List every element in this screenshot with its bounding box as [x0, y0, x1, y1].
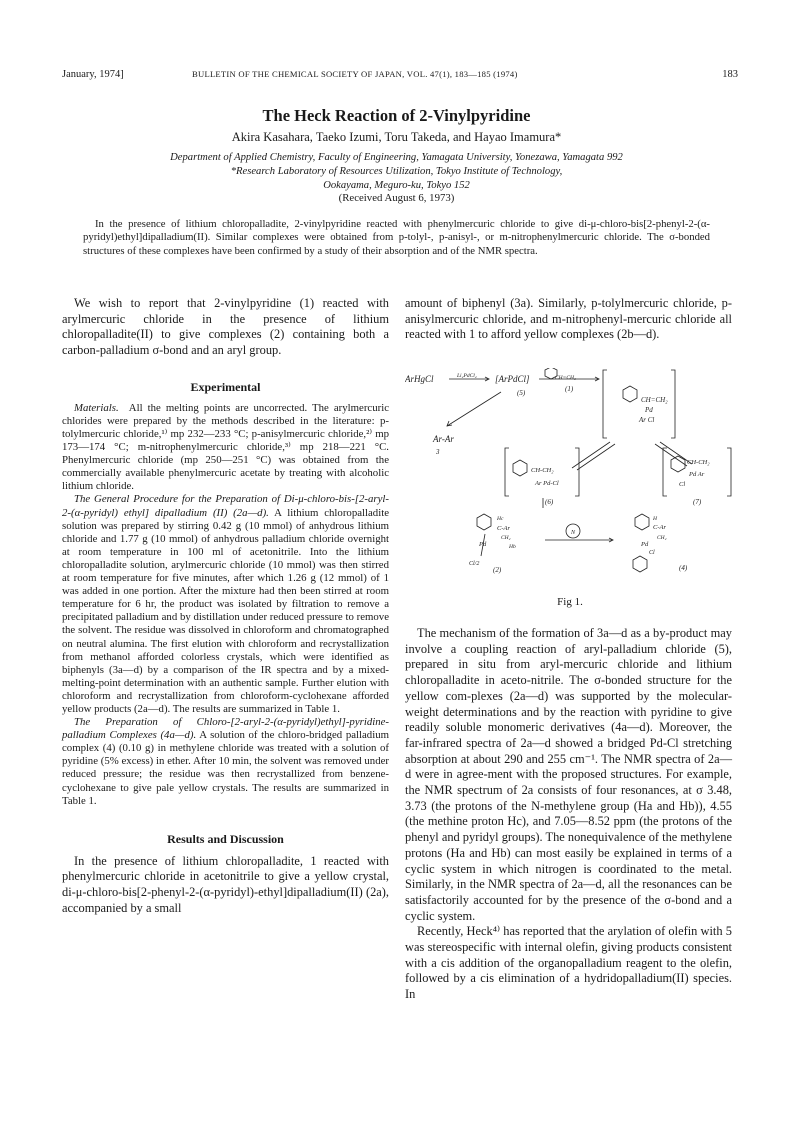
heck-paragraph: Recently, Heck⁴⁾ has reported that the arylation of olefin with 5 was stereospecific with internal olefin, giving products consistent with a cis addition of the organopalladium reagent to the olefin, followed by a cis elimination of a hydridopalladium(II) species. In [405, 924, 732, 1002]
bracket-upper-right [671, 370, 675, 438]
arrow-to-biaryl [447, 392, 501, 426]
left-column [62, 296, 389, 917]
affiliation-1: Department of Applied Chemistry, Faculty of Engineering, Yamagata University, Yonezawa, Yamagata 992 [170, 152, 623, 163]
page-number: 183 [722, 69, 738, 80]
arar-label: Ar-Ar [433, 434, 454, 444]
bracket-7-right [727, 448, 731, 496]
pd-7: Pd [689, 471, 697, 478]
reaction-scheme-figure [405, 368, 735, 616]
author-list: Akira Kasahara, Taeko Izumi, Toru Takeda, and Hayao Imamura* [231, 130, 562, 144]
ar-6: Ar [535, 480, 542, 487]
prep2-label: The Preparation of Chloro-[2-aryl-2-(α-pyridyl)ethyl]-pyridine-palladium Complexes (4a—d). [62, 716, 389, 742]
bracket-7-left [663, 448, 667, 496]
ch-ch2-6: CH-CH₂ [531, 467, 554, 474]
running-header [62, 69, 738, 83]
c-ar-2: C-Ar [497, 525, 510, 532]
reagent-label: Li₂PdCl₄ [457, 373, 477, 379]
label-3: 3 [436, 448, 440, 456]
mechanism-paragraph: The mechanism of the formation of 3a—d as a by-product may involve a coupling reaction of aryl-palladium chloride (5), prepared in situ from aryl-mercuric chloride and lithium chloropalladite in aceto-nitrile. The σ-bonded structure for the yellow com-plexes (2a—d) was supported by the molecular-weight determinations and by the reaction with pyridine to give readily soluble monomeric derivatives (4a—d). Moreover, the far-infrared spectra of 2a—d showed a bridged Pd-Cl stretching absorption at about 290 and 255 cm⁻¹. The NMR spectra of 2a—d were in agree-ment with the proposed structures. For example, the NMR spectrum of 2a consists of four resonances, at σ 3.48, 3.73 (the protons of the N-methylene group (Ha and Hb)), 4.55 (the methine proton Hc), and 7.05—8.52 ppm (the protons of the phenyl and pyridyl groups). The nonequivalence of the methylene protons (Ha and Hb) can most easily be explained in terms of a cyclic system in which nitrogen is coordinated to the metal. Similarly, in the NMR spectra of 2a—d, all the resonances can be satisfactorily accounted for by the presence of the σ-bond and a cyclic system. [405, 626, 732, 923]
materials-label: Materials. [74, 401, 119, 414]
experimental-heading: Experimental [190, 379, 261, 394]
ar-cl-upper [638, 416, 654, 424]
pyridine-ring-2 [477, 514, 491, 530]
pyridine-ring-6 [513, 460, 527, 476]
results-heading: Results and Discussion [167, 831, 284, 846]
ch-ch2-upper: CH=CH₂ [641, 396, 668, 404]
ch2-2: CH₂ [501, 535, 511, 541]
pd-4: Pd [641, 541, 649, 548]
continued-paragraph: amount of biphenyl (3a). Similarly, p-tolylmercuric chloride, p-anisylmercuric chloride, and m-nitrophenyl-mercuric chloride all reacted with 1 to afford yellow complexes (2b—d). [405, 296, 732, 342]
affiliation-2: *Research Laboratory of Resources Utilization, Tokyo Institute of Technology, [230, 166, 563, 177]
abstract: In the presence of lithium chloropalladite, 2-vinylpyridine reacted with phenylmercuric chloride to give di-μ-chloro-bis[2-phenyl-2-(α-pyridyl)ethyl]dipalladium(II). Similar complexes were obtained from p-tolyl-, p-anisyl-, or m-nitrophenylmercuric chloride. The σ-bonded structures of these complexes have been confirmed by a study of their absorption and of the NMR spectra. [83, 218, 710, 257]
ch2-4: CH₂ [657, 535, 667, 541]
pyridine-ring-7 [671, 456, 685, 472]
bracket-6-left [505, 448, 509, 496]
pd-upper: Pd [645, 406, 653, 414]
label-4: (4) [679, 564, 688, 572]
procedure-label: The General Procedure for the Preparation of Di-μ-chloro-bis-[2-aryl-2-(α-pyridyl) ethyl] dipalladium (II) (2a—d). [62, 493, 389, 519]
affiliation-3: Ookayama, Meguro-ku, Tokyo 152 [323, 180, 470, 191]
pd-ar-7 [688, 471, 705, 478]
arpdcl-label: [ArPdCl] [495, 374, 530, 384]
prep2-text: A solution of the chloro-bridged palladium complex (4) (0.10 g) in methylene chloride was treated with a solution of pyridine (5% excess) in ether. After 10 min, the solvent was removed under reduced pressure; the residue was then recrystallized from benzene-cyclohexane to give pale yellow crystals. The results are summarized in Table 1. [62, 729, 389, 807]
ch-ch2-7: CH-CH₂ [687, 459, 710, 466]
materials-paragraph [62, 402, 389, 494]
ar-upper: Ar [639, 416, 646, 424]
figure-caption: Fig 1. [557, 596, 583, 608]
pyridine-n: N [571, 530, 576, 536]
h-label-4: H [653, 516, 657, 522]
arhgcl-label: ArHgCl [405, 374, 434, 384]
arrow-from-7 [660, 442, 692, 464]
procedure-paragraph [62, 493, 389, 716]
hc-label: Hc [497, 516, 504, 522]
label-6: (6) [545, 498, 554, 506]
bracket-upper-left [603, 370, 607, 438]
pyridine-ring-4 [635, 514, 649, 530]
pd-2: Pd [479, 541, 487, 548]
bracket-6-right [575, 448, 579, 496]
intro-paragraph: We wish to report that 2-vinylpyridine (1) reacted with arylmercuric chloride in the presence of lithium chloropalladite(II) to give complexes (2) containing both a carbon-palladium σ-bond and an aryl group. [62, 296, 389, 358]
cl2-label: Cl/2 [469, 561, 480, 567]
label-2: (2) [493, 566, 502, 574]
cl-7: Cl [679, 481, 686, 488]
arrow-from-6 [572, 442, 610, 468]
label-5: (5) [517, 389, 526, 397]
procedure-text: A lithium chloropalladite solution was prepared by stirring 0.42 g (10 mmol) of anhydrous lithium chloride and 1.77 g (10 mmol) of anhydrous palladium chloride overnight at room temperature in 100 ml of acetonitrile. Into the lithium chloropalladite solution, arylmercuric chloride (10 mmol) was then stirred at room temperature for five minutes, after which 1.26 g (12 mmol) of 1 was added in one portion. After the mixture had then been stirred at room temperature for 6 hr, the product was isolated by filtration to remove a precipitated palladium and by distillation under reduced pressure to remove the solvent. The residue was dissolved in chloroform and chromatographed on neutral alumina. The first elution with chloroform and recrystallization from methanol afforded colorless crystals, which were identified as biphenyls (3a—d) by a comparison of the IR spectra and by a mixed-melting-point determination with an authentic sample. Further elution with chloroform and recrystallization from chloroform-cyclohexane afforded yellow products (2a—d). The results are summarized in Table 1. [62, 506, 389, 715]
label-7: (7) [693, 498, 702, 506]
cl-upper: Cl [647, 416, 655, 424]
pd-6: Pd-Cl [543, 480, 559, 487]
results-paragraph: In the presence of lithium chloropalladite, 1 reacted with phenylmercuric chloride in acetonitrile to give a yellow crystal, di-μ-chloro-bis[2-phenyl-2-(α-pyridyl)-ethyl]dipalladium(II) (2a), accompanied by a small [62, 853, 389, 915]
right-column-top [405, 296, 732, 343]
prep2-paragraph [62, 716, 389, 808]
c-ar-4: C-Ar [653, 524, 666, 531]
vinyl-label: CH=CH₂ [555, 375, 576, 381]
journal-citation: BULLETIN OF THE CHEMICAL SOCIETY OF JAPAN, VOL. 47(1), 183—185 (1974) [192, 69, 518, 79]
issue-date: January, 1974] [62, 69, 124, 80]
ar-pdcl-6 [534, 480, 559, 487]
label-1: (1) [565, 385, 574, 393]
right-column-bottom [405, 626, 732, 1003]
pyridine-ligand-4 [633, 556, 647, 572]
pyridine-ring-upper [623, 386, 637, 402]
hb-label: Hb [509, 544, 516, 550]
ar-7: Ar [697, 471, 705, 478]
received-date: (Received August 6, 1973) [338, 192, 455, 204]
cl-4: Cl [649, 550, 655, 556]
materials-text: All the melting points are uncorrected. The arylmercuric chlorides were prepared by the methods described in the literature: p-tolylmercuric chloride,¹⁾ mp 232—233 °C; p-anisylmercuric chloride,²⁾ mp 173—174 °C; m-nitrophenylmercuric chloride,³⁾ mp 218—221 °C. Phenylmercuric chloride (mp 250—251 °C) was obtained from the commercially available phenylmercuric acetate by treating with alcoholic lithium chloride. [62, 401, 389, 493]
arrow-to-6 [577, 444, 615, 470]
article-title: The Heck Reaction of 2-Vinylpyridine [262, 106, 531, 125]
